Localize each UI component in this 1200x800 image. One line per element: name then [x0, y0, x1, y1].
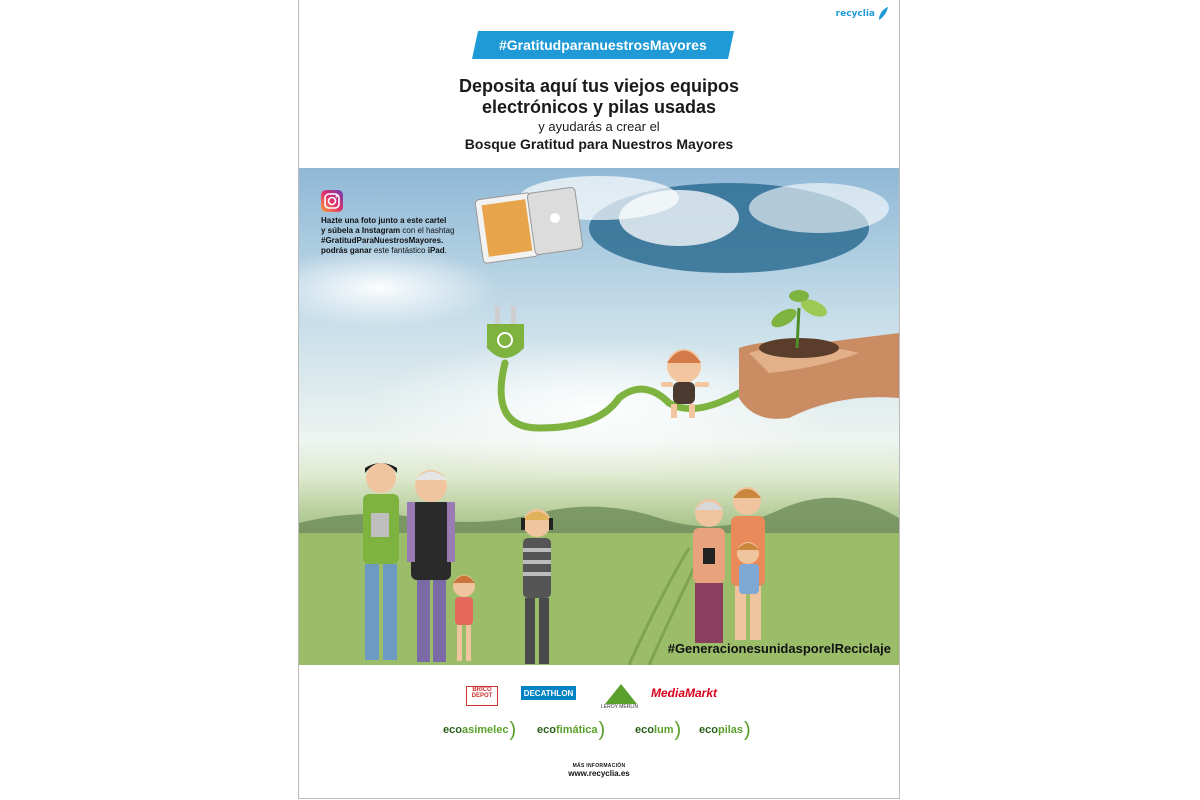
hands-with-plant [739, 290, 899, 419]
headline [299, 76, 899, 153]
illustration-scene [299, 168, 899, 665]
instagram-icon [321, 190, 343, 212]
headline-line-4: Bosque Gratitud para Nuestros Mayores [464, 136, 734, 152]
recyclia-logo-text: recyclia [835, 9, 875, 19]
brico-depot-logo: BRICO DEPOT [466, 686, 498, 706]
campaign-hashtag-text: #GratitudparanuestrosMayores [499, 37, 707, 53]
phone-device [703, 548, 715, 564]
tablet-device [371, 513, 389, 537]
ecopilas-logo: eco pilas ) [699, 719, 751, 741]
headline-line-2: electrónicos y pilas usadas [481, 97, 717, 117]
scene-hashtag: #GeneracionesunidasporelReciclaje [667, 641, 891, 656]
decathlon-logo: DECATHLON [521, 686, 576, 700]
partner-logos [299, 680, 899, 710]
ecoasimelec-logo: eco asimelec ) [443, 719, 517, 741]
promo-line-1: Hazte una foto junto a este cartel [321, 216, 447, 225]
headline-line-1: Deposita aquí tus viejos equipos [458, 76, 740, 96]
promo-line-3: #GratitudParaNuestrosMayores. [321, 236, 444, 245]
more-info-url[interactable]: www.recyclia.es [568, 769, 630, 778]
headline-line-3: y ayudarás a crear el [538, 119, 660, 134]
more-info [299, 763, 899, 778]
eco-brand-logos [299, 716, 899, 744]
cloud-left [299, 248, 499, 328]
promo-line-4: podrás ganar este fantástico iPad. [321, 246, 447, 255]
ecofimatica-logo: eco fimática ) [537, 719, 606, 741]
recyclia-logo [836, 6, 889, 22]
ecolum-logo: eco lum ) [635, 719, 682, 741]
promo-line-2: y súbela a Instagram con el hashtag [321, 226, 455, 235]
recycle-leaf-icon [877, 6, 889, 22]
apple-logo-icon [550, 213, 560, 223]
mediamarkt-logo: MediaMarkt [651, 686, 718, 700]
campaign-hashtag-banner [472, 31, 734, 59]
leroy-merlin-logo: LEROY MERLIN [601, 680, 641, 713]
poster [298, 0, 900, 799]
more-info-label: MÁS INFORMACIÓN [572, 763, 626, 769]
instagram-promo-text [321, 216, 501, 256]
